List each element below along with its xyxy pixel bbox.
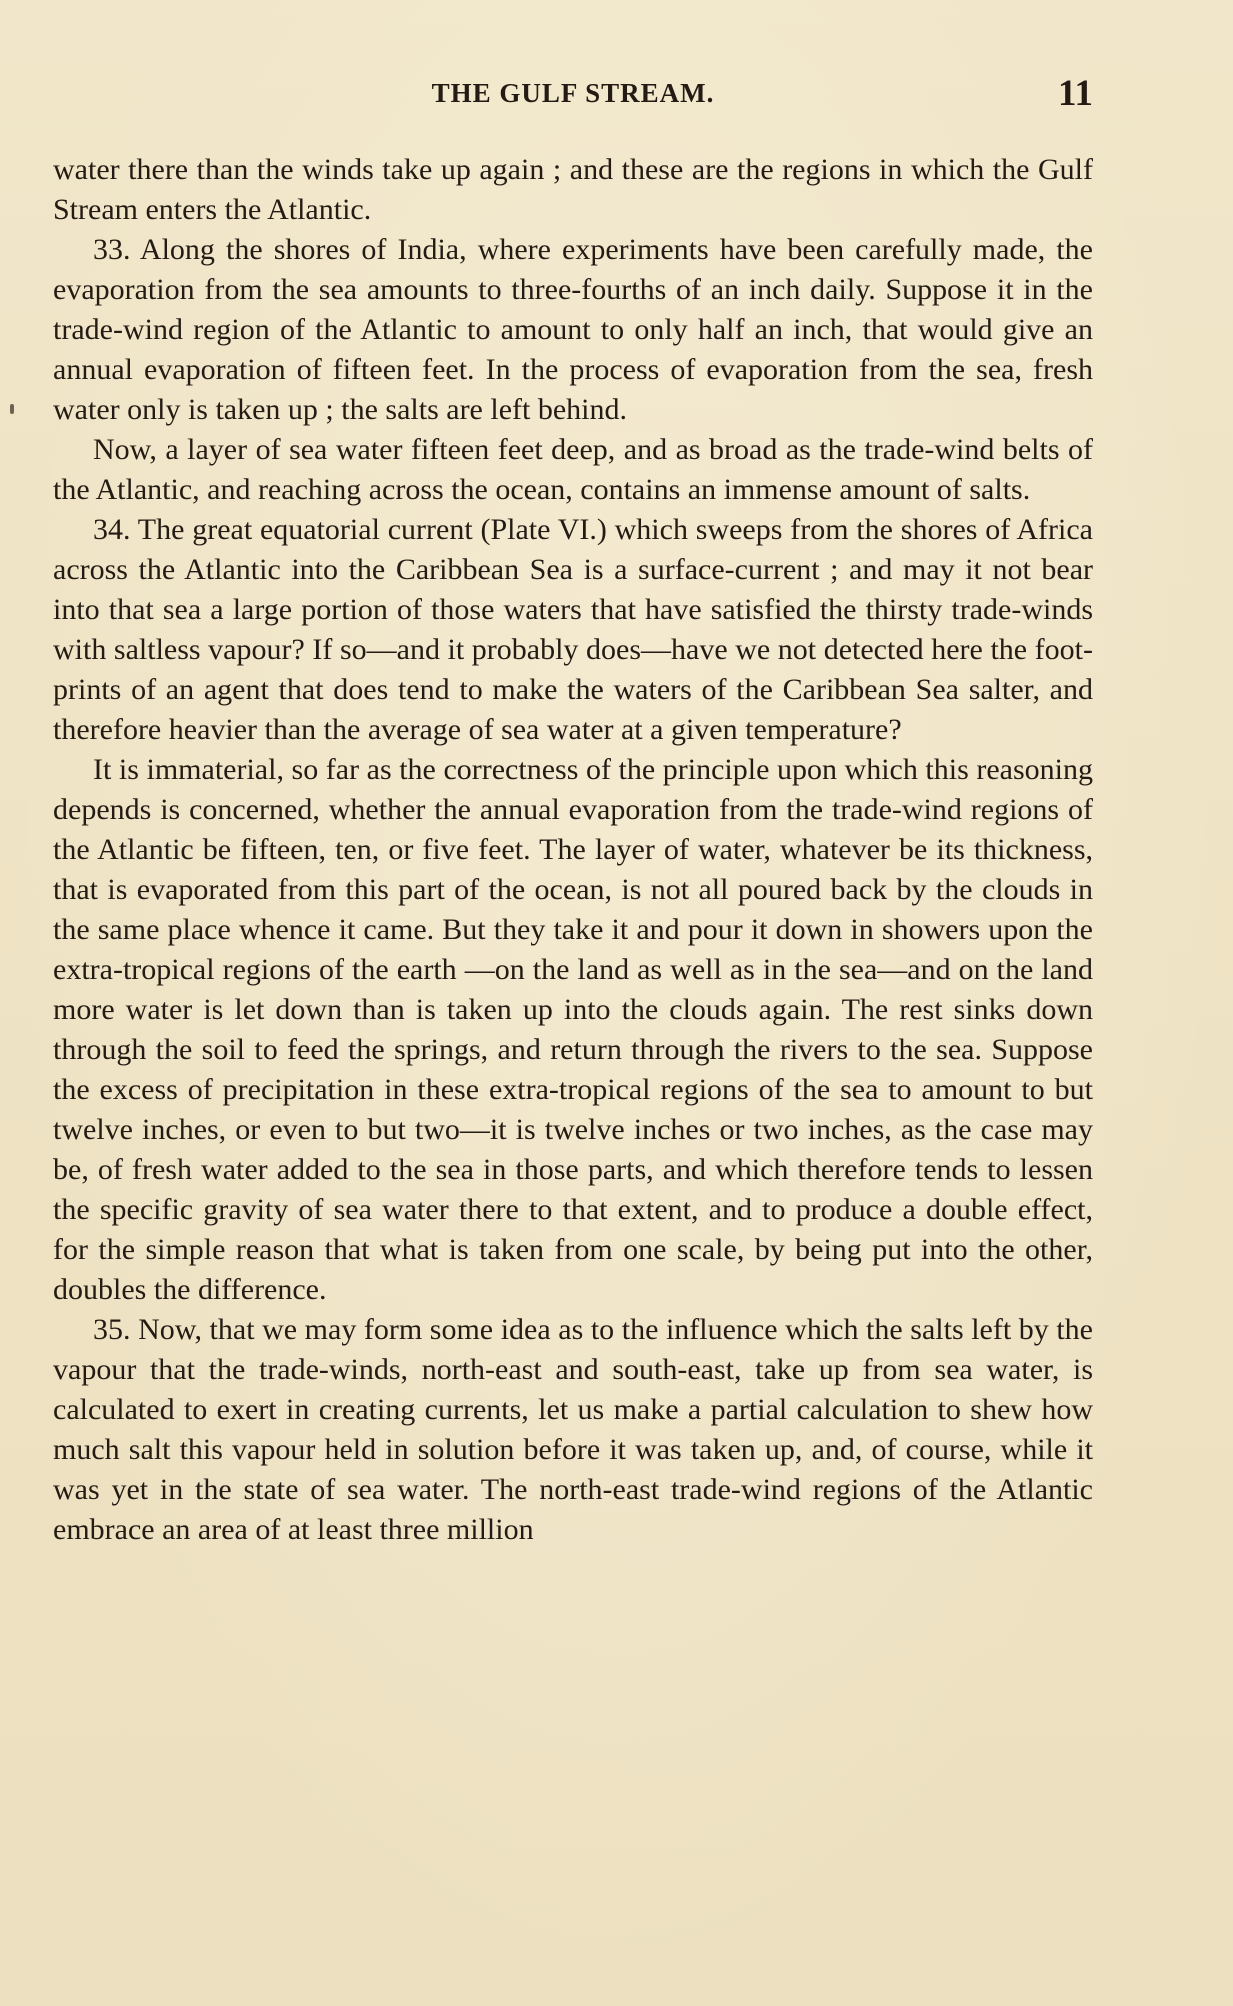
paragraph-35: 35. Now, that we may form some idea as to the influence which the salts left by the vapour that the trade-winds, north-east and south-east, take up from sea water, is calculated to exert in creating currents, let us make a partial calculation to shew how much salt this vapour held in solution before it was taken up, and, of course, while it was yet in the state of sea water. The north-east trade-wind regions of the Atlantic embrace an area of at least three million bbox=[53, 1313, 1093, 1546]
page-number: 11 bbox=[1058, 73, 1093, 114]
paragraph-34: 34. The great equatorial current (Plate VI.) which sweeps from the shores of Africa across the Atlantic into the Caribbean Sea is a surface-current ; and may it not bear into that sea a large portion of those waters that have satisfied the thirsty trade-winds with saltless vapour? If so—and it probably does—have we not detected here the foot-prints of an agent that does tend to make the waters of the Caribbean Sea salter, and therefore heavier than the average of sea water at a given temperature? bbox=[53, 513, 1093, 746]
body-text bbox=[53, 150, 1093, 1550]
paragraph-sea-layer: Now, a layer of sea water fifteen feet deep, and as broad as the trade-wind belts of the Atlantic, and reaching across the ocean, contains an immense amount of salts. bbox=[53, 433, 1093, 506]
paragraph-evaporation: It is immaterial, so far as the correctness of the principle upon which this reasoning depends is concerned, whether the annual evaporation from the trade-wind regions of the Atlantic be fifteen, ten, or five feet. The layer of water, whatever be its thickness, that is evaporated from this part of the ocean, is not all poured back by the clouds in the same place whence it came. But they take it and pour it down in showers upon the extra-tropical regions of the earth —on the land as well as in the sea—and on the land more water is let down than is taken up into the clouds again. The rest sinks down through the soil to feed the springs, and return through the rivers to the sea. Suppose the excess of precipitation in these extra-tropical regions of the sea to amount to but twelve inches, or even to but two—it is twelve inches or two inches, as the case may be, of fresh water added to the sea in those parts, and which therefore tends to lessen the specific gravity of sea water there to that extent, and to produce a double effect, for the simple reason that what is taken from one scale, by being put into the other, doubles the difference. bbox=[53, 753, 1093, 1306]
paragraph-33: 33. Along the shores of India, where experiments have been carefully made, the evaporation from the sea amounts to three-fourths of an inch daily. Suppose it in the trade-wind region of the Atlantic to amount to only half an inch, that would give an annual evaporation of fifteen feet. In the process of evaporation from the sea, fresh water only is taken up ; the salts are left behind. bbox=[53, 233, 1093, 426]
margin-mark bbox=[10, 404, 14, 414]
paragraph-continuation: water there than the winds take up again ; and these are the regions in which the Gulf Stream enters the Atlantic. bbox=[53, 153, 1093, 226]
running-head: THE GULF STREAM. bbox=[431, 78, 715, 108]
page-header bbox=[53, 72, 1093, 112]
